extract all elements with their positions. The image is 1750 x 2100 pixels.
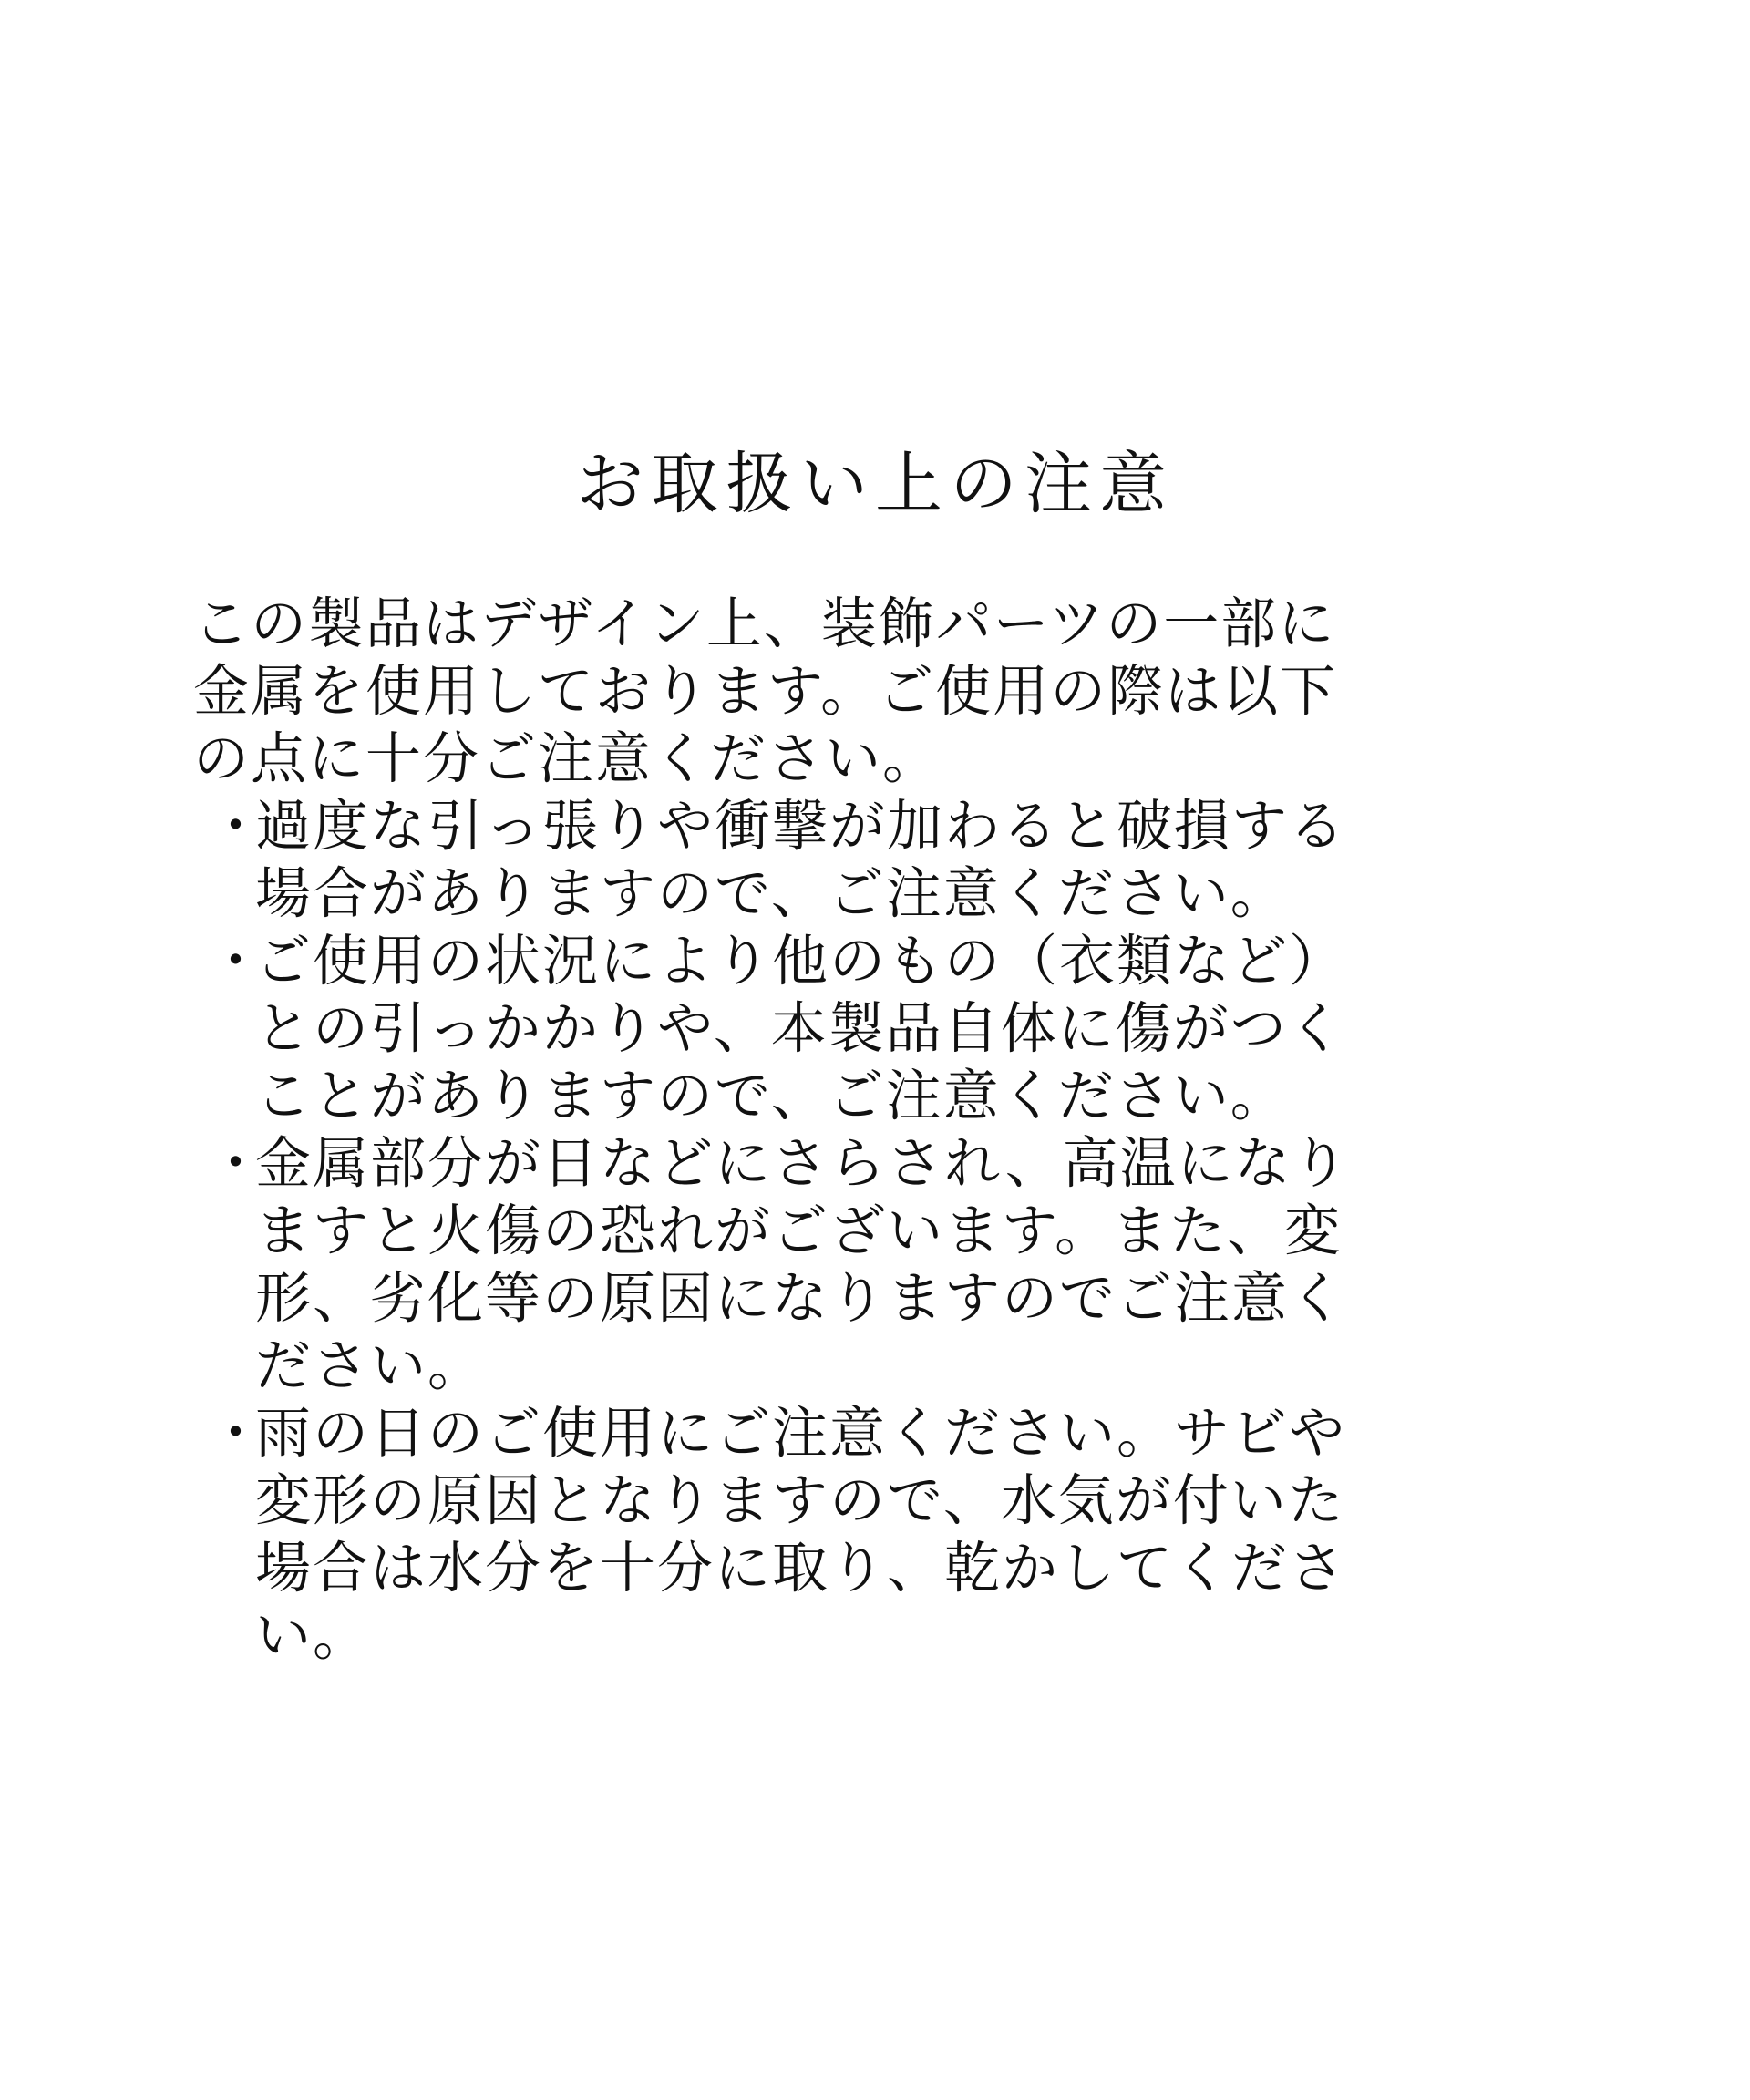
- caution-line: ご使用の状況により他のもの（衣類など）: [255, 929, 1347, 993]
- intro-line: この製品はデザイン上、装飾パーツの一部に: [193, 592, 1336, 656]
- caution-line: 雨の日のご使用にご注意ください。サビや: [255, 1401, 1347, 1466]
- notice-body: [193, 591, 1524, 1670]
- caution-line: ことがありますので、ご注意ください。: [255, 1064, 1288, 1128]
- caution-line: ださい。: [255, 1333, 486, 1398]
- caution-line: との引っかかりや、本製品自体に傷がつく: [255, 996, 1345, 1061]
- bullet-mark: ・: [208, 1401, 266, 1466]
- caution-item-heat: [193, 1130, 1524, 1400]
- caution-item-breakage: [193, 793, 1524, 928]
- intro-line: 金属を使用しております。ご使用の際は以下: [193, 659, 1338, 724]
- intro-line: の点に十分ご注意ください。: [193, 726, 941, 791]
- caution-item-rain: [193, 1400, 1524, 1670]
- bullet-mark: ・: [208, 794, 266, 859]
- caution-line: い。: [255, 1603, 371, 1668]
- intro-paragraph: [193, 591, 1524, 793]
- caution-item-snagging: [193, 928, 1524, 1130]
- caution-line: 形、劣化等の原因になりますのでご注意く: [255, 1266, 1347, 1331]
- caution-line: 変形の原因となりますので、水気が付いた: [255, 1468, 1345, 1533]
- caution-line: 場合は水分を十分に取り、乾かしてくださ: [255, 1536, 1347, 1601]
- notice-title: お取扱い上の注意: [576, 445, 1174, 523]
- caution-line: 過度な引っ張りや衝撃が加わると破損する: [255, 794, 1347, 859]
- caution-line: ますと火傷の恐れがございます。また、変: [255, 1199, 1343, 1263]
- bullet-mark: ・: [208, 1131, 266, 1196]
- caution-line: 金属部分が日などにさらされ、高温になり: [255, 1131, 1350, 1196]
- bullet-mark: ・: [208, 929, 266, 993]
- caution-line: 場合がありますので、ご注意ください。: [255, 861, 1288, 926]
